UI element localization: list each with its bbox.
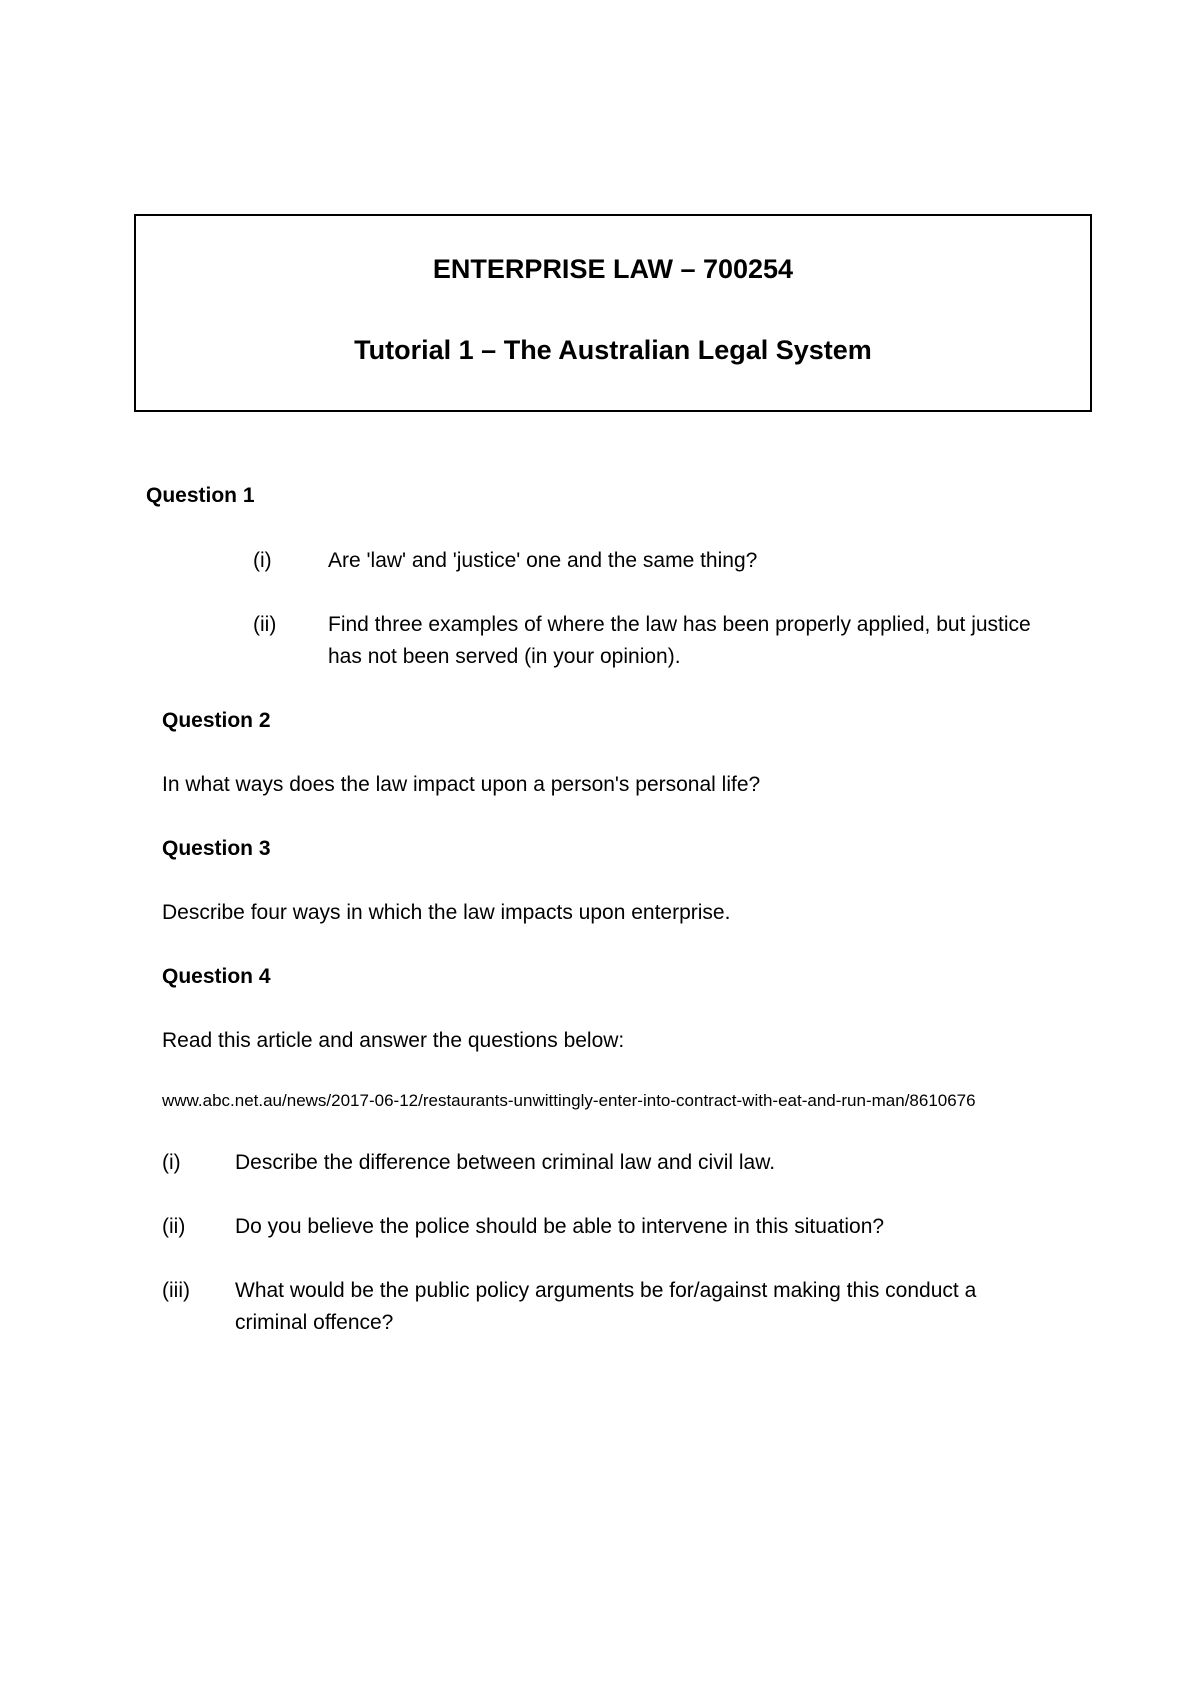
question-3-heading: Question 3 [162,837,271,860]
q4-item-i-number: (i) [162,1151,181,1174]
question-1-heading: Question 1 [146,484,255,507]
q1-item-i-number: (i) [253,549,272,572]
q4-item-ii-number: (ii) [162,1215,186,1238]
question-3-text: Describe four ways in which the law impacts upon enterprise. [162,901,731,924]
q4-item-iii-number: (iii) [162,1279,190,1302]
q1-item-ii-text-line-1: Find three examples of where the law has been properly applied, but justice [328,613,1031,636]
question-2-heading: Question 2 [162,709,271,732]
q4-item-i-text: Describe the difference between criminal law and civil law. [235,1151,776,1174]
q1-item-i-text: Are 'law' and 'justice' one and the same thing? [328,549,758,572]
q4-item-ii-text: Do you believe the police should be able to intervene in this situation? [235,1215,885,1238]
course-title: ENTERPRISE LAW – 700254 [432,254,794,284]
q4-item-iii-text-line-1: What would be the public policy arguments be for/against making this conduct a [235,1279,977,1302]
q1-item-ii-number: (ii) [253,613,277,636]
q4-item-iii-text-line-2: criminal offence? [235,1311,394,1334]
q1-item-ii-text-line-2: has not been served (in your opinion). [328,645,681,668]
question-4-heading: Question 4 [162,965,271,988]
question-2-text: In what ways does the law impact upon a person's personal life? [162,773,761,796]
question-4-intro: Read this article and answer the questions below: [162,1029,625,1052]
tutorial-title: Tutorial 1 – The Australian Legal System [354,335,872,365]
title-box [134,214,1092,412]
article-url[interactable]: www.abc.net.au/news/2017-06-12/restaurants-unwittingly-enter-into-contract-with-eat-and-run-man/8610676 [162,1091,976,1110]
